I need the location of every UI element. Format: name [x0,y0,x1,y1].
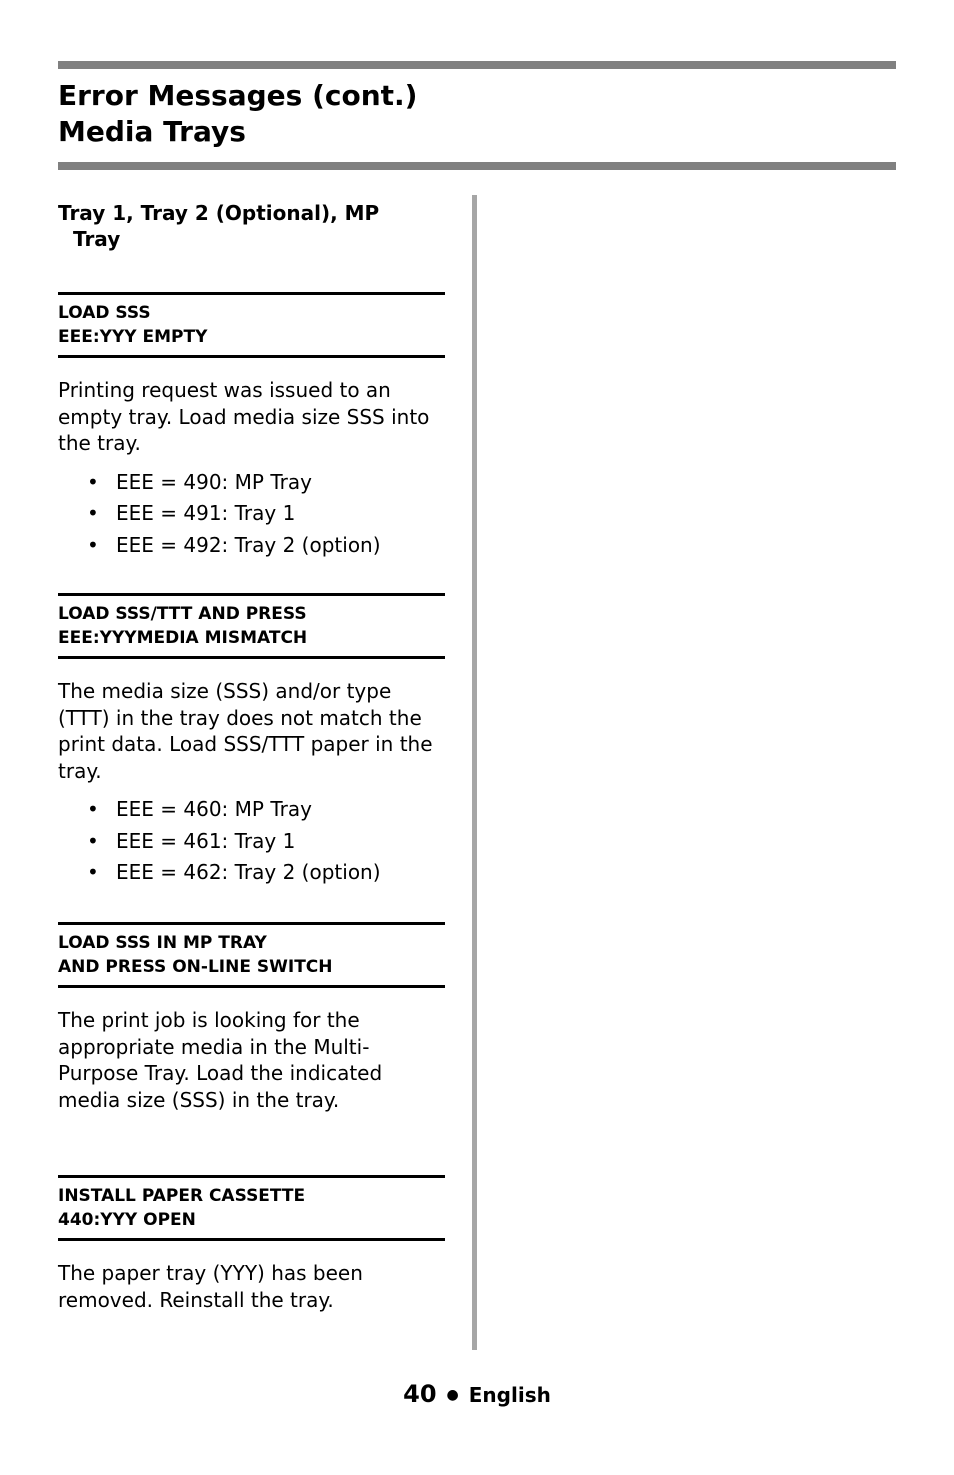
message-heading-line1: LOAD SSS/TTT AND PRESS [58,604,307,624]
message-heading-line1: INSTALL PAPER CASSETTE [58,1186,306,1206]
list-item: • EEE = 492: Tray 2 (option) [87,530,448,562]
page-title-line1: Error Messages (cont.) [58,79,418,112]
message-description: Printing request was issued to an empty tray. Load media size SSS into the tray. [58,378,430,455]
section-heading [58,200,450,252]
message-heading [58,1175,445,1241]
page-title-line2: Media Trays [58,115,246,148]
message-code-list [58,467,448,562]
section-heading-line2: Tray [73,227,121,251]
list-item: • EEE = 461: Tray 1 [87,826,448,858]
message-heading-line2: EEE:YYYMEDIA MISMATCH [58,628,308,648]
section-heading-block [58,200,450,252]
message-heading-line1: LOAD SSS IN MP TRAY [58,933,267,953]
message-heading-line2: 440:YYY OPEN [58,1210,196,1230]
message-description: The paper tray (YYY) has been removed. Reinstall the tray. [58,1261,363,1312]
message-heading-line2: AND PRESS ON-LINE SWITCH [58,957,333,977]
message-description: The media size (SSS) and/or type (TTT) in the tray does not match the print data. Load SSS/TTT paper in the tray. [58,679,433,783]
page-footer [0,1380,954,1408]
list-item: • EEE = 460: MP Tray [87,794,448,826]
message-install-cassette [58,1175,448,1313]
list-item: • EEE = 490: MP Tray [87,467,448,499]
message-heading-line1: LOAD SSS [58,303,151,323]
footer-separator: ● [446,1387,459,1403]
message-description: The print job is looking for the appropriate media in the Multi-Purpose Tray. Load the indicated media size (SSS) in the tray. [58,1008,383,1112]
header-rule-top [58,61,896,69]
list-item: • EEE = 491: Tray 1 [87,498,448,530]
section-heading-line1: Tray 1, Tray 2 (Optional), MP [58,201,380,225]
message-load-mp-tray [58,922,448,1113]
column-divider [472,195,477,1350]
message-heading [58,292,445,358]
message-heading [58,593,445,659]
message-media-mismatch [58,593,448,889]
page-number: 40 [403,1380,437,1408]
footer-language: English [468,1383,551,1407]
message-heading-line2: EEE:YYY EMPTY [58,327,208,347]
message-code-list [58,794,448,889]
list-item: • EEE = 462: Tray 2 (option) [87,857,448,889]
message-heading [58,922,445,988]
page-title [58,78,417,150]
header-rule-bottom [58,162,896,170]
message-load-sss-empty [58,292,448,561]
